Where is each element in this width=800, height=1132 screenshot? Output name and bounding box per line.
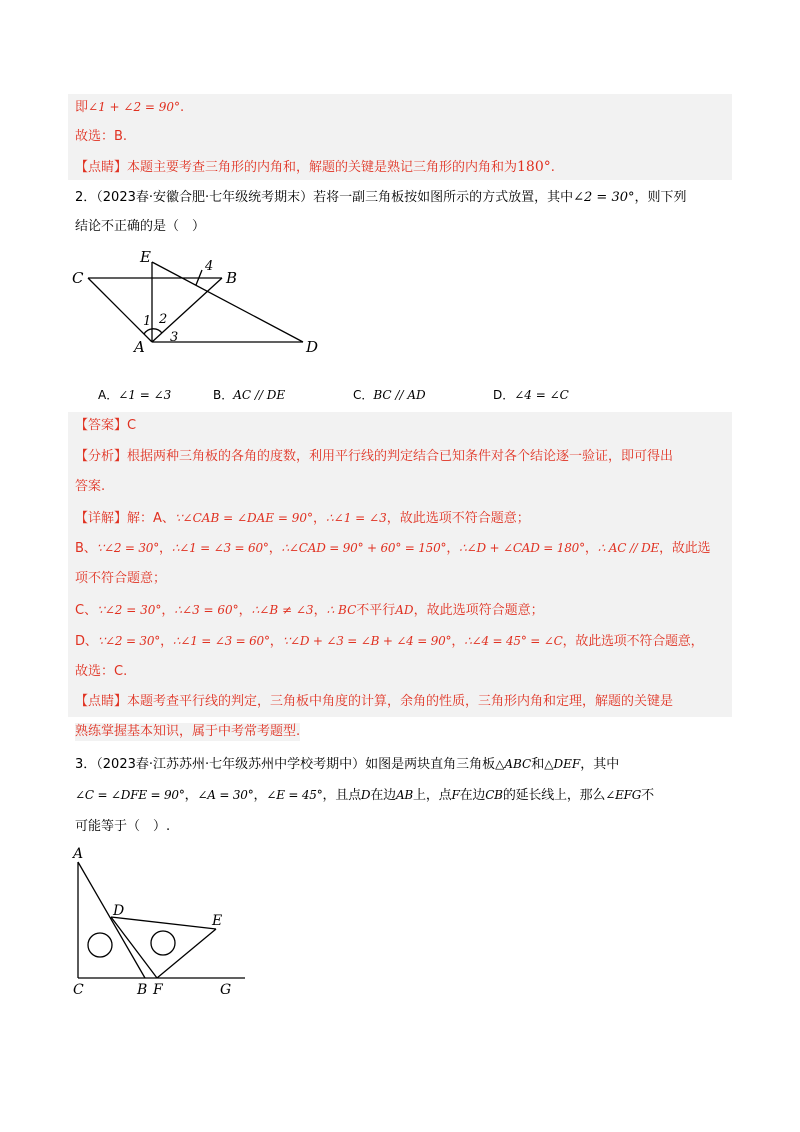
- angle-arc: [144, 329, 162, 334]
- q3-stem-line1: 3．（2023春·江苏苏州·七年级苏州中学校考期中）如图是两块直角三角板△ABC和△DEF，其中: [75, 757, 620, 772]
- label-E: E: [212, 913, 223, 929]
- triangle-hole-right: [151, 931, 175, 955]
- label-2: 2: [159, 312, 168, 327]
- label-4: 4: [205, 259, 214, 274]
- q2-detail-6: 故选：C.: [75, 664, 128, 679]
- prev-conclusion: 即∠1 + ∠2 = 90°.: [75, 100, 185, 115]
- q3-stem-line3: 可能等于（ ）.: [75, 819, 171, 834]
- label-A: A: [134, 338, 145, 356]
- prev-choice: 故选：B.: [75, 129, 128, 144]
- label-C: C: [72, 269, 84, 287]
- label-B: B: [226, 269, 238, 287]
- q2-analysis-2: 答案.: [75, 479, 106, 494]
- triangle-hole-left: [88, 933, 112, 957]
- option-a[interactable]: A．∠1 = ∠3: [98, 388, 172, 402]
- label-B: B: [137, 982, 148, 998]
- line-CA: [88, 278, 152, 342]
- label-1: 1: [143, 314, 152, 329]
- label-D: D: [113, 903, 125, 919]
- q2-detail-1: 【详解】解：A、∵∠CAB = ∠DAE = 90°，∴∠1 = ∠3，故此选项不符合题意；: [75, 511, 530, 526]
- q2-analysis-1: 【分析】根据两种三角板的各角的度数，利用平行线的判定结合已知条件对各个结论逐一验证，即可得出: [75, 449, 674, 464]
- prev-remark: 【点睛】本题主要考查三角形的内角和，解题的关键是熟记三角形的内角和为180°.: [75, 159, 555, 175]
- q3-figure: [68, 842, 268, 1002]
- q2-detail-4: C、∵∠2 = 30°，∴∠3 = 60°，∴∠B ≠ ∠3，∴ BC不平行AD，故此选项符合题意；: [75, 603, 544, 618]
- option-c[interactable]: C．BC // AD: [353, 388, 426, 402]
- q2-detail-3: 项不符合题意；: [75, 571, 167, 586]
- option-b[interactable]: B．AC // DE: [213, 388, 286, 402]
- q2-detail-5: D、∵∠2 = 30°，∴∠1 = ∠3 = 60°，∵∠D + ∠3 = ∠B + ∠4 = 90°，∴∠4 = 45° = ∠C，故此选项不符合题意，: [75, 634, 704, 649]
- line-EF: [157, 929, 216, 978]
- q3-stem-line2: ∠C = ∠DFE = 90°，∠A = 30°，∠E = 45°，且点D在边AB上，点F在边CB的延长线上，那么∠EFG不: [75, 788, 654, 803]
- label-E: E: [140, 248, 151, 266]
- label-C: C: [73, 982, 84, 998]
- q2-remark-1: 【点睛】本题考查平行线的判定，三角板中角度的计算，余角的性质，三角形内角和定理，解题的关键是: [75, 694, 674, 709]
- line-AB: [152, 278, 222, 342]
- line-DE: [111, 917, 216, 929]
- label-3: 3: [170, 330, 179, 345]
- label-F: F: [153, 982, 163, 998]
- option-d[interactable]: D．∠4 = ∠C: [493, 388, 569, 402]
- line-DF: [111, 917, 157, 978]
- q2-remark-2: 熟练掌握基本知识，属于中考常考题型.: [75, 724, 301, 739]
- q2-figure: [68, 245, 348, 360]
- label-A: A: [73, 846, 84, 862]
- q2-stem-line2: 结论不正确的是（ ）: [75, 219, 206, 234]
- q2-stem-line1: 2．（2023春·安徽合肥·七年级统考期末）若将一副三角板按如图所示的方式放置，其中∠2 = 30°，则下列: [75, 190, 687, 205]
- label-G: G: [220, 982, 232, 998]
- q2-detail-2: B、∵∠2 = 30°，∴∠1 = ∠3 = 60°，∴∠CAD = 90° + 60° = 150°，∴∠D + ∠CAD = 180°，∴ AC // DE，故此选: [75, 541, 711, 556]
- q2-answer: 【答案】C: [75, 418, 137, 433]
- label-D: D: [306, 338, 319, 356]
